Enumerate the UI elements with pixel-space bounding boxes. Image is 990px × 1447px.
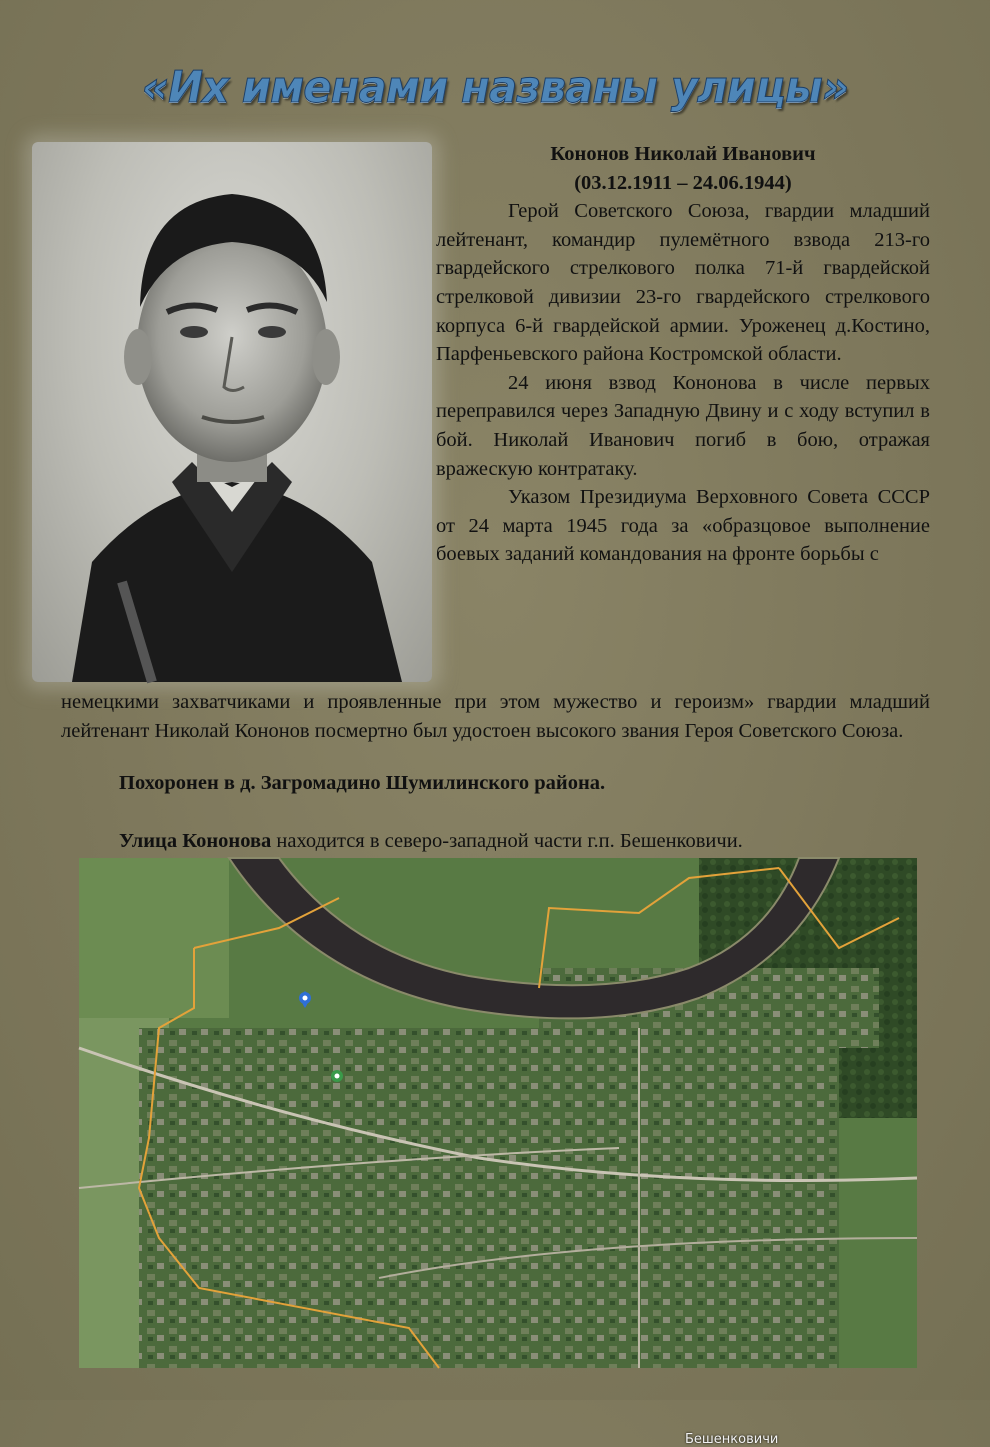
- page-title: «Их именами названы улицы»: [141, 62, 849, 113]
- bio-paragraph-3-start: Указом Президиума Верховного Совета СССР от 24 марта 1945 года за «образцовое выполнение боевых заданий командования на фронте борьбы с: [436, 486, 930, 566]
- street-location: [119, 830, 743, 853]
- burial-place: Похоронен в д. Загромадино Шумилинского района.: [119, 772, 606, 794]
- bio-paragraph-2: 24 июня взвод Кононова в числе первых переправился через Западную Двину и с ходу вступил в бой. Николай Иванович погиб в бою, отражая вражескую контратаку.: [436, 371, 930, 480]
- bio-paragraph-3-end: немецкими захватчиками и проявленные при этом мужество и героизм» гвардии младший лейтенант Николай Кононов посмертно был удостоен высокого звания Героя Советского Союза.: [61, 691, 930, 742]
- street-name: Улица Кононова: [119, 830, 272, 852]
- bio-paragraph-1: Герой Советского Союза, гвардии младший лейтенант, командир пулемётного взвода 213-го гвардейского стрелкового полка 71-й гвардейской стрелковой дивизии 23-го гвардейского стрелкового корпуса 6-й гвардейской армии. Уроженец д.Костино, Парфеньевского района Костромской области.: [436, 200, 930, 366]
- hero-dates: (03.12.1911 – 24.06.1944): [574, 171, 792, 194]
- satellite-map[interactable]: [79, 858, 917, 1447]
- map-marker-green-icon: [331, 1070, 343, 1082]
- biography-column: [436, 140, 930, 569]
- map-town-label: Бешенковичи: [685, 1432, 779, 1447]
- hero-name: Кононов Николай Иванович: [550, 143, 816, 165]
- portrait-photo: [32, 142, 432, 682]
- street-description: находится в северо-западной части г.п. Бешенковичи.: [271, 830, 743, 852]
